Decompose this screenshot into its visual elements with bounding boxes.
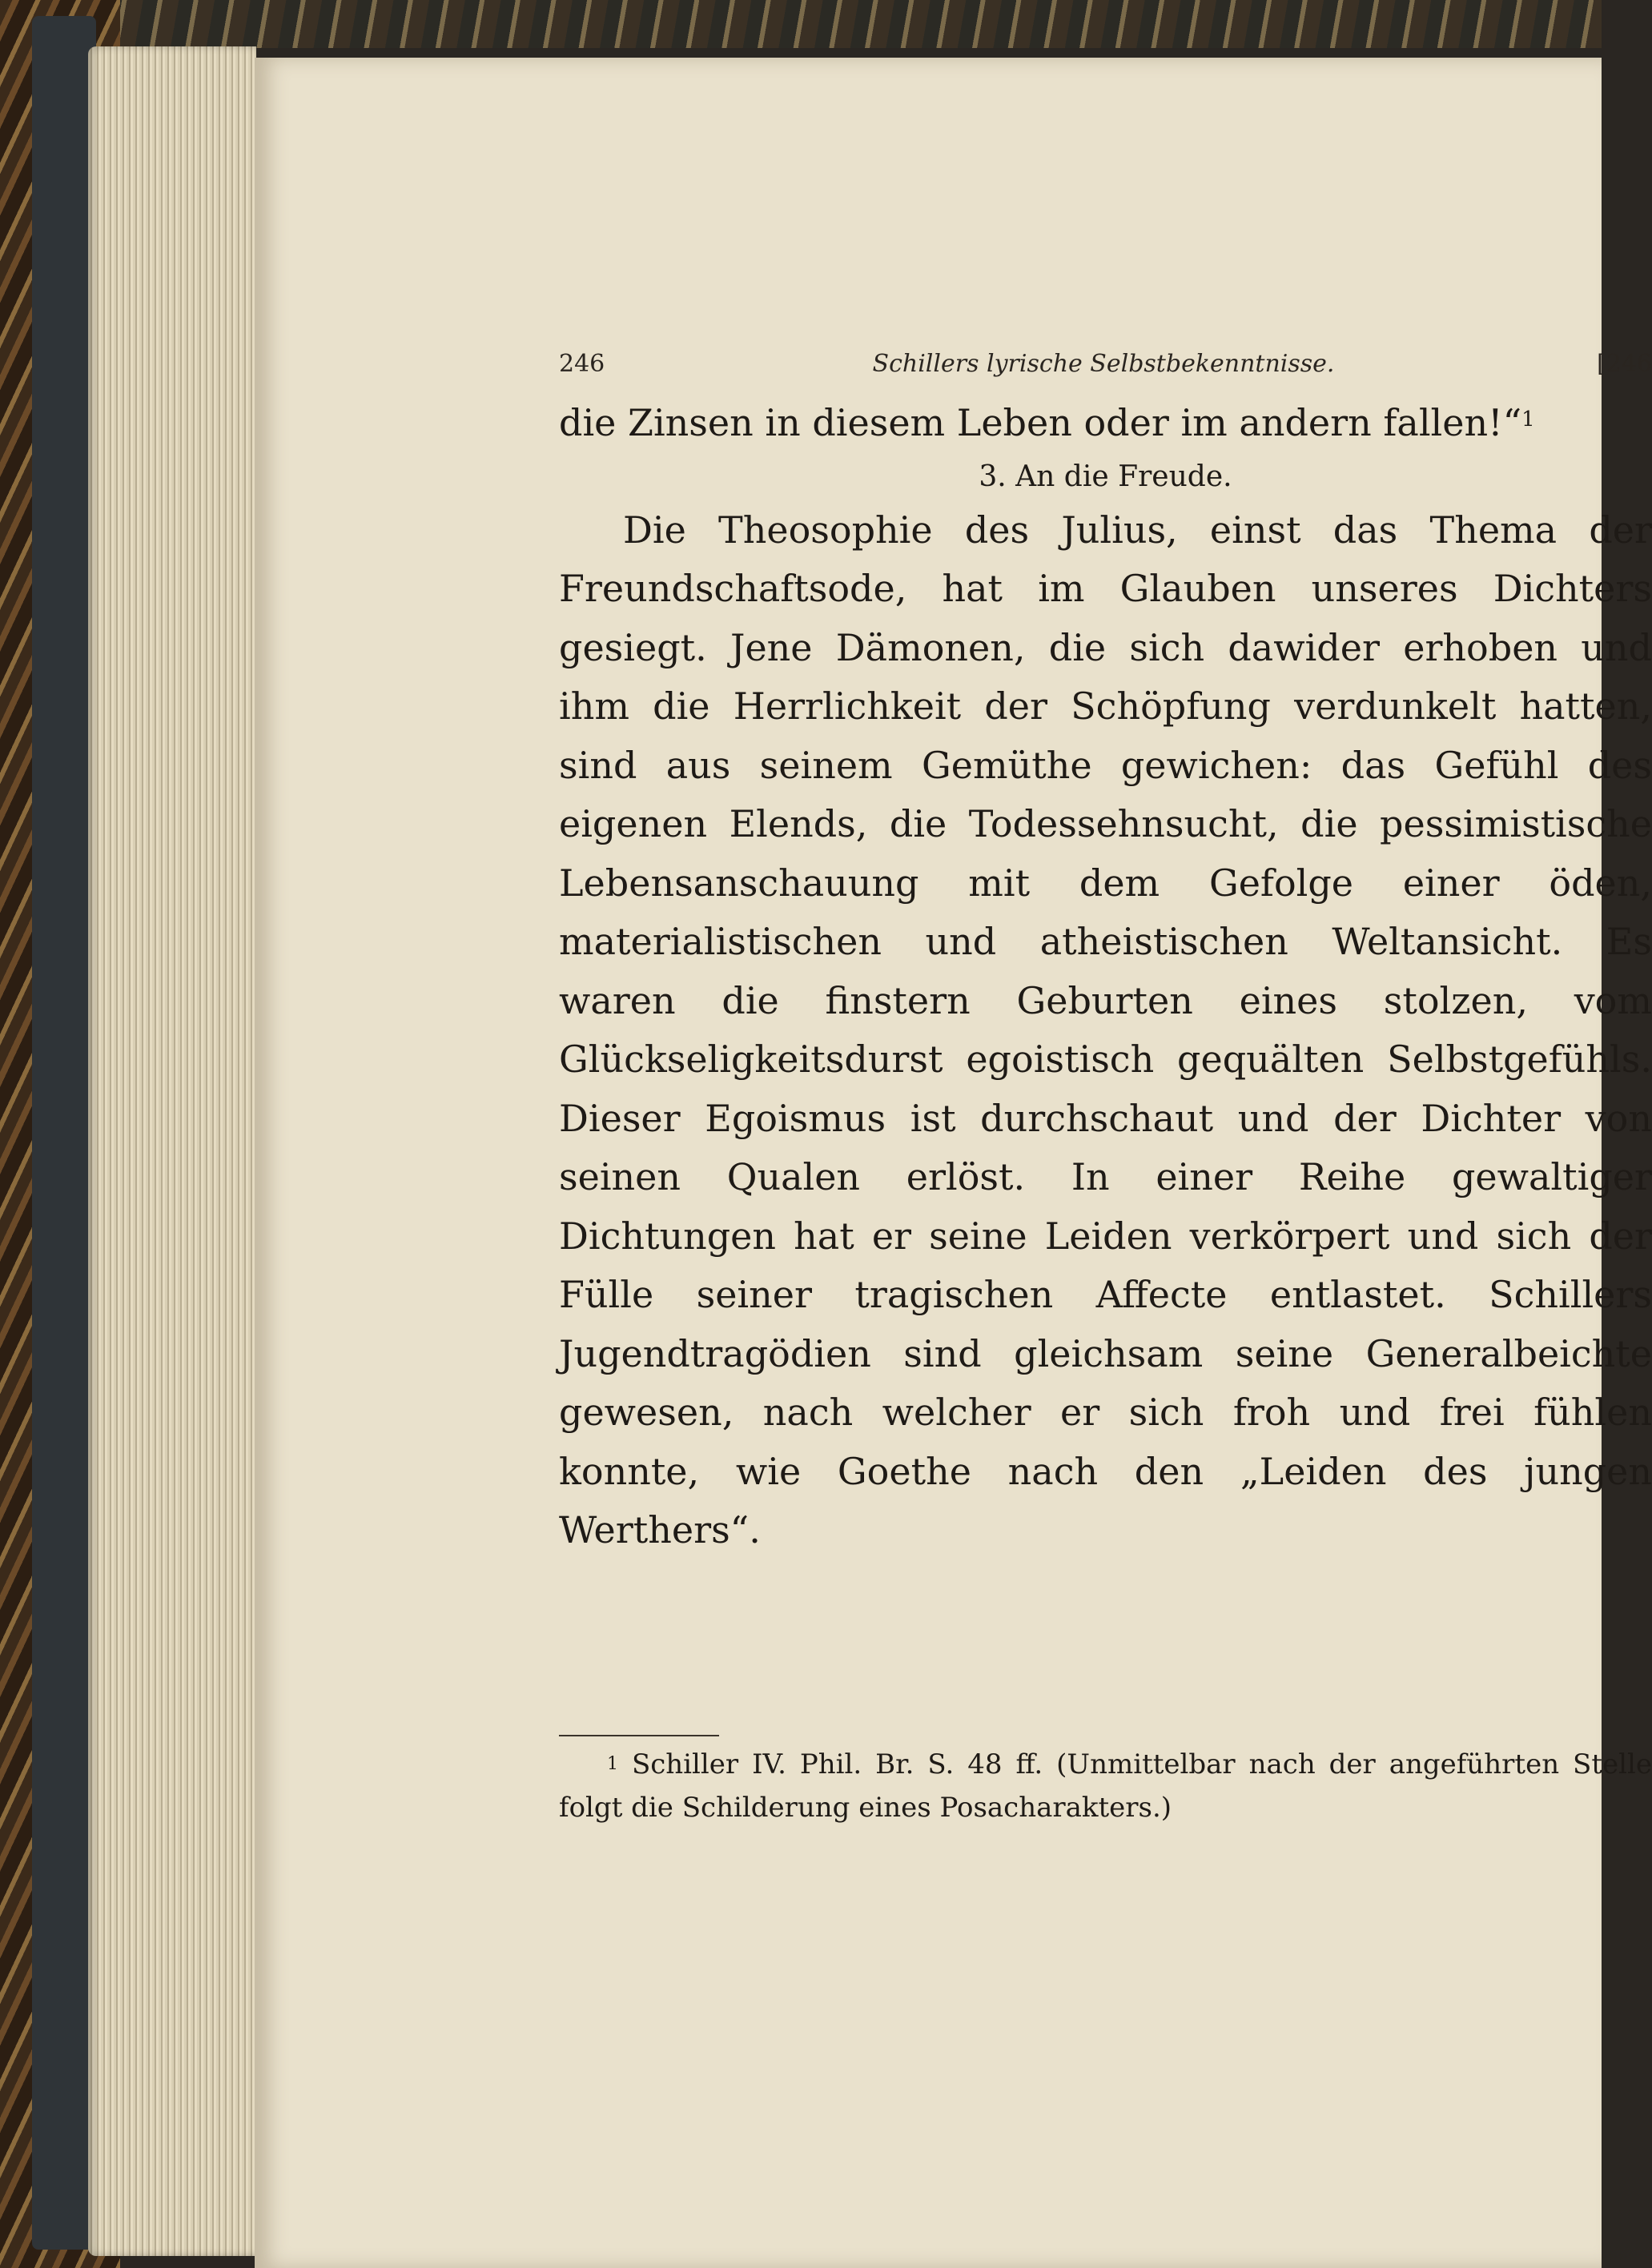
page-edges (88, 46, 256, 2256)
paragraph-continued: die Zinsen in diesem Leben oder im andern fallen!“$^1$ (559, 401, 1535, 444)
footnote-rule (559, 1735, 719, 1736)
paragraph: Die Theosophie des Julius, einst das Thema der Freundschaftsode, hat im Glauben unseres Dichters gesiegt. Jene Dämonen, die sich dawider erhoben und ihm die Herrlichkeit der Schöpfung verdunkelt hatten, sind aus seinem Gemüthe gewichen: das Gefühl des eigenen Elends, die Todessehnsucht, die pessimistische Lebensanschauung mit dem Gefolge einer öden, materialistischen und atheistischen Weltansicht. Es waren die finstern Geburten eines stolzen, vom Glückseligkeitsdurst egoistisch gequälten Selbstgefühls. Dieser Egoismus ist durchschaut und der Dichter von seinen Qualen erlöst. In einer Reihe gewaltiger Dichtungen hat er seine Leiden verkörpert und sich der Fülle seiner tragischen Affecte entlastet. Schillers Jugendtragödien sind gleichsam seine Generalbeichte gewesen, nach welcher er sich froh und frei fühlen konnte, wie Goethe nach den „Leiden des jungen Werthers“. (559, 508, 1652, 1551)
book-spine (32, 16, 96, 2250)
footnotes (559, 1743, 1652, 1829)
running-title: Schillers lyrische Selbstbekenntnisse. (872, 350, 1335, 378)
book-cover-top (0, 0, 1602, 48)
footnote-ref: 1 (1521, 407, 1535, 432)
body-text (559, 394, 1652, 1560)
section-heading: 3. An die Freude. (979, 460, 1232, 493)
footnote: $^1$ Schiller IV. Phil. Br. S. 48 ff. (Unmittelbar nach der angeführten Stelle folgt die Schilderung eines Posacharakters.) (559, 1748, 1652, 1824)
book-page (255, 58, 1652, 2268)
page-number-left: 246 (559, 350, 605, 378)
page-number-right: [246 (1597, 350, 1652, 378)
running-head (559, 350, 1652, 390)
footnote-marker: 1 (607, 1754, 618, 1774)
